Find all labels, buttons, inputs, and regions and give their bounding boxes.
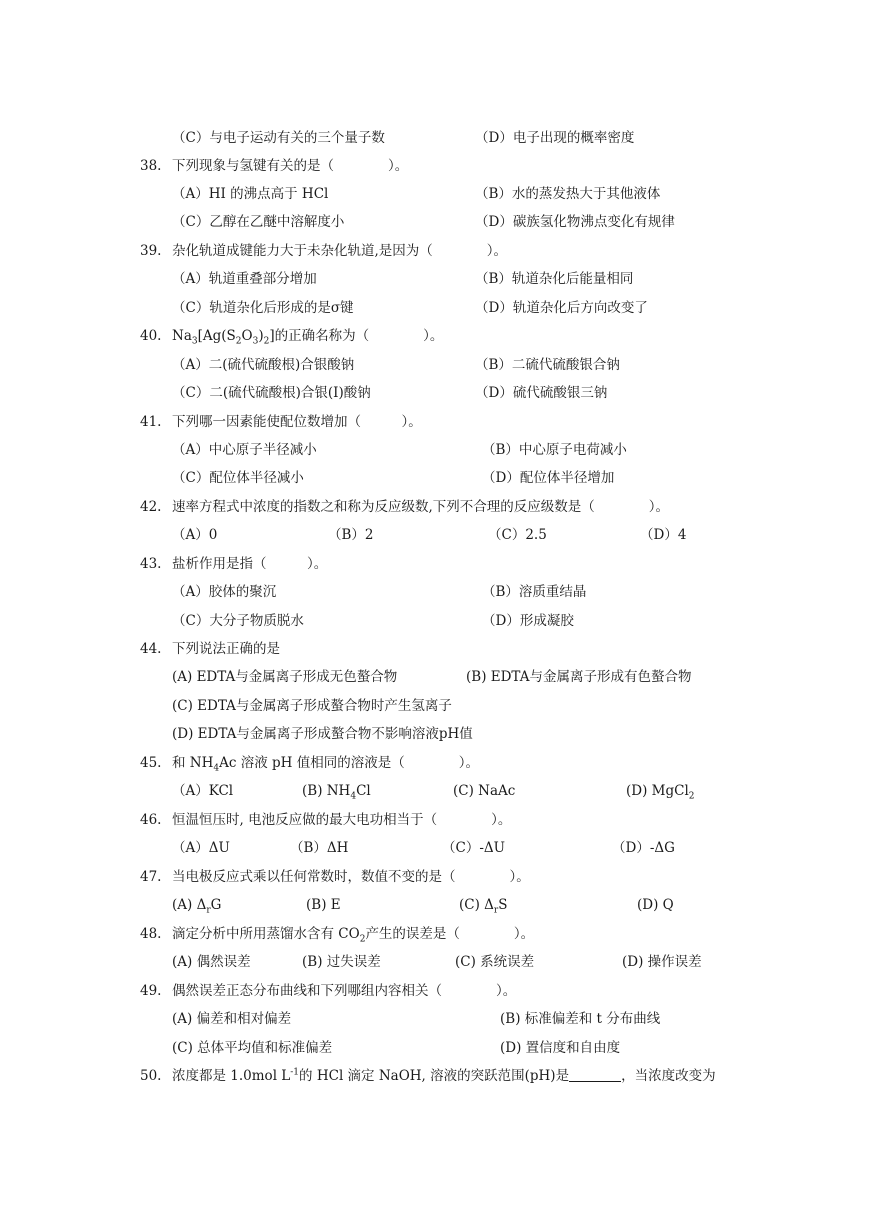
question-number: 47. — [140, 869, 162, 885]
q47-option-d: (D) Q — [637, 897, 674, 913]
q45-option-c: (C) NaAc — [453, 783, 516, 799]
question-number: 40. — [140, 328, 162, 344]
q37-option-d: （D）电子出现的概率密度 — [475, 130, 635, 146]
question-stem: 下列说法正确的是 — [172, 641, 280, 657]
q48-option-b: (B) 过失误差 — [302, 954, 381, 970]
question-stem: 恒温恒压时, 电池反应做的最大电功相当于（ ）。 — [172, 812, 512, 828]
q44-option-b: (B) EDTA与金属离子形成有色螯合物 — [466, 669, 692, 685]
question-number: 49. — [140, 983, 162, 999]
question-number: 38. — [140, 158, 162, 174]
q44-option-c: (C) EDTA与金属离子形成螯合物时产生氢离子 — [172, 698, 452, 714]
question-stem: 盐析作用是指（ ）。 — [172, 556, 328, 572]
question-stem: 偶然误差正态分布曲线和下列哪组内容相关（ ）。 — [172, 983, 517, 999]
q47-option-c: (C) $\Delta_rS$ — [459, 897, 508, 916]
q46-option-d: （D）-ΔG — [612, 840, 675, 856]
q45-option-b: (B) $NH_4Cl$ — [302, 783, 371, 802]
q38-option-c: （C）乙醇在乙醚中溶解度小 — [172, 214, 345, 230]
q40-option-c: （C）二(硫代硫酸根)合银(Ⅰ)酸钠 — [172, 385, 371, 401]
q39-option-c: （C）轨道杂化后形成的是σ键 — [172, 300, 354, 316]
question-number: 50. — [140, 1068, 162, 1084]
q42-option-b: （B）2 — [328, 527, 374, 543]
q39-option-b: （B）轨道杂化后能量相同 — [475, 271, 634, 287]
q40-option-d: （D）硫代硫酸银三钠 — [475, 385, 608, 401]
question-number: 48. — [140, 926, 162, 942]
question-stem: 速率方程式中浓度的指数之和称为反应级数,下列不合理的反应级数是（ ）。 — [172, 499, 670, 515]
q49-option-b: (B) 标准偏差和 t 分布曲线 — [500, 1011, 661, 1027]
q41-option-c: （C）配位体半径减小 — [172, 470, 304, 486]
q40-option-a: （A）二(硫代硫酸根)合银酸钠 — [172, 357, 355, 373]
question-number: 44. — [140, 641, 162, 657]
question-number: 43. — [140, 556, 162, 572]
q39-option-d: （D）轨道杂化后方向改变了 — [475, 300, 648, 316]
question-number: 46. — [140, 812, 162, 828]
q38-option-a: （A）HI 的沸点高于 HCl — [172, 186, 329, 202]
q41-option-d: （D）配位体半径增加 — [482, 470, 615, 486]
q43-option-d: （D）形成凝胶 — [482, 613, 574, 629]
q37-option-c: （C）与电子运动有关的三个量子数 — [172, 130, 385, 146]
question-stem: 杂化轨道成键能力大于未杂化轨道,是因为（ ）。 — [172, 243, 508, 259]
q44-option-a: (A) EDTA与金属离子形成无色螯合物 — [172, 669, 398, 685]
q39-option-a: （A）轨道重叠部分增加 — [172, 271, 317, 287]
q45-option-a: （A）KCl — [172, 783, 234, 799]
q49-option-d: (D) 置信度和自由度 — [500, 1040, 621, 1056]
question-stem: $Na_3[Ag(S_2O_3)_2]$的正确名称为（ ）。 — [172, 328, 444, 347]
question-number: 45. — [140, 755, 162, 771]
question-stem: 和 $NH_4Ac$ 溶液 pH 值相同的溶液是（ ）。 — [172, 755, 479, 774]
question-stem: 当电极反应式乘以任何常数时，数值不变的是（ ）。 — [172, 869, 530, 885]
q43-option-a: （A）胶体的聚沉 — [172, 584, 277, 600]
q42-option-c: （C）2.5 — [488, 527, 547, 543]
answer-blank — [569, 1067, 621, 1082]
q43-option-b: （B）溶质重结晶 — [482, 584, 587, 600]
q49-option-a: (A) 偏差和相对偏差 — [172, 1011, 292, 1027]
q41-option-a: （A）中心原子半径减小 — [172, 442, 317, 458]
q38-option-b: （B）水的蒸发热大于其他液体 — [475, 186, 661, 202]
question-stem: 滴定分析中所用蒸馏水含有 $CO_2$产生的误差是（ ）。 — [172, 926, 535, 945]
q48-option-a: (A) 偶然误差 — [172, 954, 251, 970]
question-number: 41. — [140, 414, 162, 430]
q48-option-c: (C) 系统误差 — [455, 954, 535, 970]
question-stem: 浓度都是 1.0mol $L^{-1}$的 HCl 滴定 NaOH, 溶液的突跃范围(pH)是 ，当浓度改变为 — [172, 1067, 716, 1084]
question-number: 42. — [140, 499, 162, 515]
q41-option-b: （B）中心原子电荷减小 — [482, 442, 627, 458]
q47-option-b: (B) E — [306, 897, 341, 913]
question-stem: 下列现象与氢键有关的是（ ）。 — [172, 158, 409, 174]
q42-option-d: （D）4 — [640, 527, 687, 543]
q43-option-c: （C）大分子物质脱水 — [172, 613, 304, 629]
q48-option-d: (D) 操作误差 — [622, 954, 702, 970]
question-stem: 下列哪一因素能使配位数增加（ ）。 — [172, 414, 422, 430]
q38-option-d: （D）碳族氢化物沸点变化有规律 — [475, 214, 675, 230]
q49-option-c: (C) 总体平均值和标准偏差 — [172, 1040, 333, 1056]
q45-option-d: (D) MgCl$_2$ — [626, 783, 695, 802]
q44-option-d: (D) EDTA与金属离子形成螯合物不影响溶液pH值 — [172, 726, 473, 742]
question-number: 39. — [140, 243, 162, 259]
q46-option-a: （A）ΔU — [172, 840, 230, 856]
q46-option-c: （C）-ΔU — [442, 840, 506, 856]
q46-option-b: （B）ΔH — [290, 840, 349, 856]
q40-option-b: （B）二硫代硫酸银合钠 — [475, 357, 620, 373]
q42-option-a: （A）0 — [172, 527, 218, 543]
q47-option-a: (A) $\Delta_rG$ — [172, 897, 222, 916]
